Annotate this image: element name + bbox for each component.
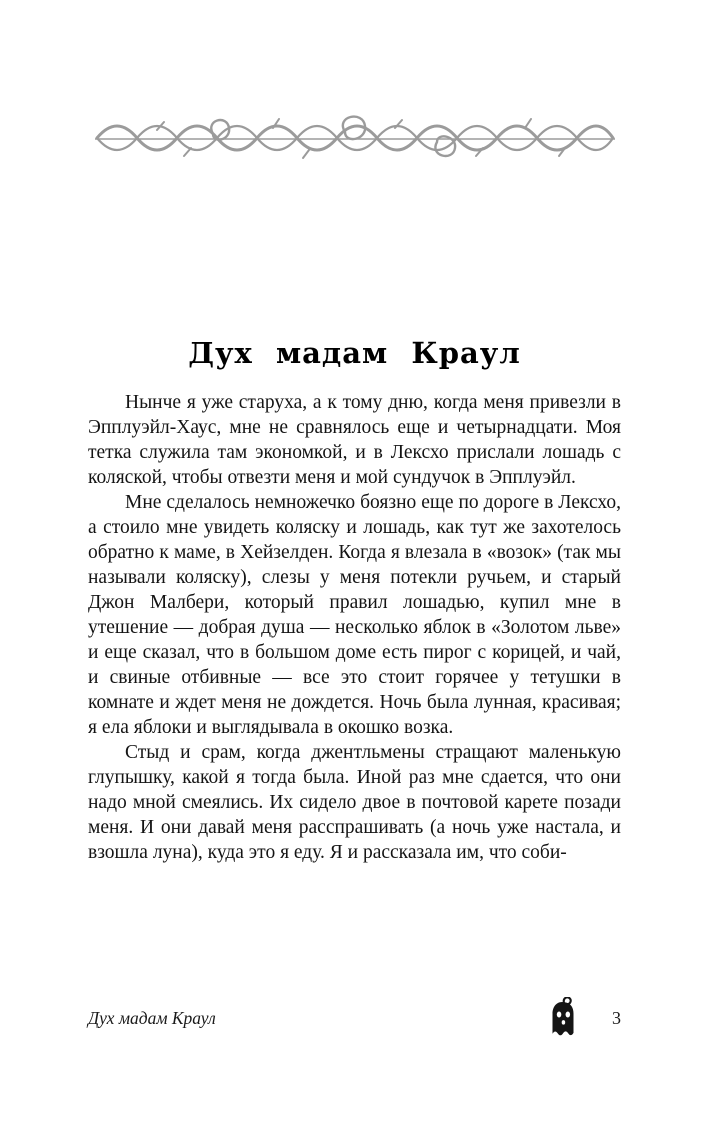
paragraph: Стыд и срам, когда джентльмены стращают маленькую глупышку, какой я тогда была. Иной раз мне сдается, что они надо мной смеялись. Их сидело двое в почтовой карете позади меня. И они давай меня расспрашивать (а ночь уже настала, и взошла луна), куда это я еду. Я и рассказала им, что соби- bbox=[88, 742, 621, 863]
ghost-icon bbox=[545, 997, 581, 1039]
paragraph: Мне сделалось немножечко боязно еще по дороге в Лексхо, а стоило мне увидеть коляску и лошадь, как тут же захотелось обратно к маме, в Хейзелден. Когда я влезала в «возок» (так мы называли коляску), слезы у меня потекли ручьем, и старый Джон Малбери, который правил лошадью, купил мне в утешение — добрая душа — несколько яблок в «Золотом льве» и еще сказал, что в большом доме есть пирог с корицей, и чай, и свиные отбивные — все это стоит горячее у тетушки в комнате и ждет меня не дождется. Ночь была лунная, красивая; я ела яблоки и выглядывала в окошко возка. bbox=[88, 492, 621, 738]
page-number: 3 bbox=[612, 1007, 621, 1028]
footer-running-title: Дух мадам Краул bbox=[88, 1007, 216, 1028]
running-footer bbox=[88, 998, 621, 1038]
thorn-divider-icon bbox=[95, 108, 615, 166]
thorn-divider-ornament bbox=[95, 108, 615, 166]
paragraph: Нынче я уже старуха, а к тому дню, когда меня привезли в Эпплуэйл-Хаус, мне не сравнялось еще и четырнадцати. Моя тетка служила там экономкой, и в Лексхо прислали лошадь с коляской, чтобы отвезти меня и мой сундучок в Эпплуэйл. bbox=[88, 392, 621, 488]
chapter-title: Дух мадам Краул bbox=[188, 336, 521, 370]
body-text bbox=[88, 390, 621, 865]
